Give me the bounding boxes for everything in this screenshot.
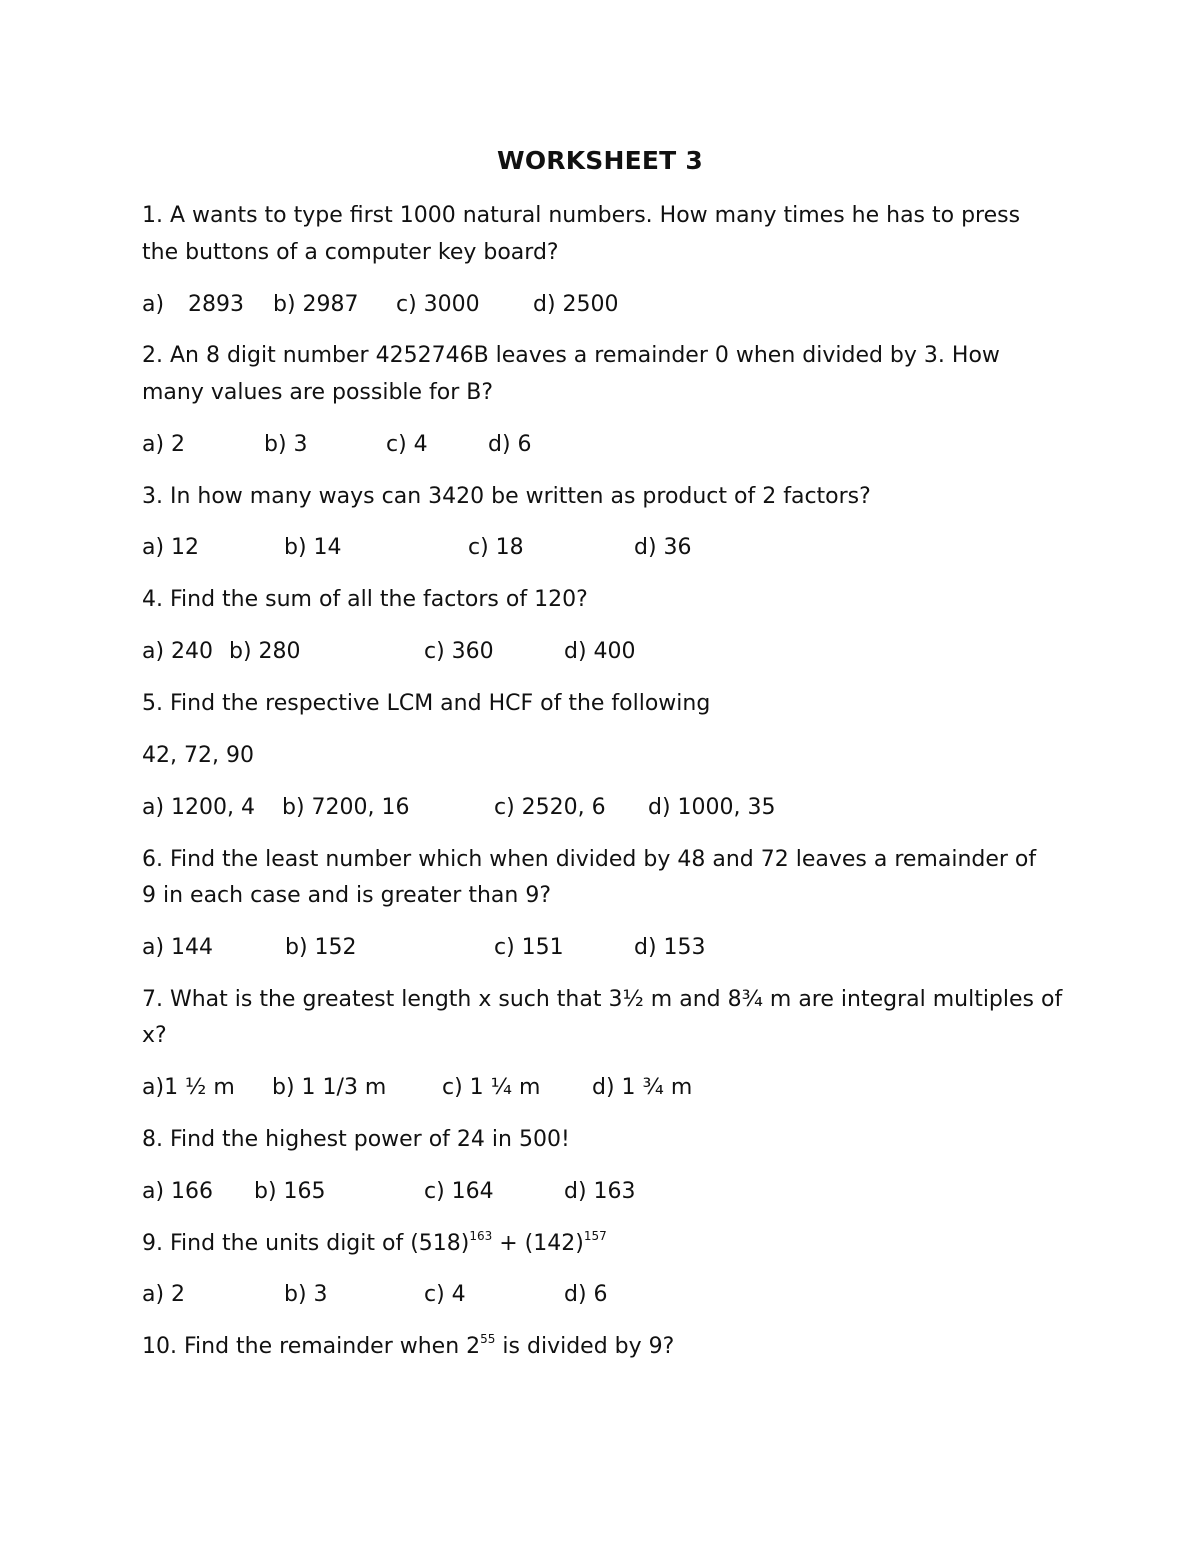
q8-option-b: b) 165	[254, 1179, 326, 1204]
question-7-line-1: 7. What is the greatest length x such that 3½ m and 8¾ m are integral multiples of	[142, 987, 1063, 1012]
q4-option-d: d) 400	[564, 639, 636, 664]
question-8-line-1: 8. Find the highest power of 24 in 500!	[142, 1127, 570, 1152]
q9-text-prefix: 9. Find the units digit of (518)	[142, 1231, 470, 1256]
q3-option-b: b) 14	[284, 535, 342, 560]
question-10-line-1	[142, 1332, 674, 1362]
q4-option-b: b) 280	[229, 639, 301, 664]
question-4-line-1: 4. Find the sum of all the factors of 120?	[142, 587, 588, 612]
q9-option-a: a) 2	[142, 1282, 186, 1307]
question-6-line-2: 9 in each case and is greater than 9?	[142, 883, 552, 908]
question-1-line-2: the buttons of a computer key board?	[142, 240, 559, 265]
q9-option-b: b) 3	[284, 1282, 328, 1307]
question-5-line-1: 5. Find the respective LCM and HCF of the following	[142, 691, 711, 716]
q9-option-d: d) 6	[564, 1282, 608, 1307]
q7-option-b: b) 1 1/3 m	[272, 1075, 387, 1100]
q9-exponent-2: 157	[583, 1229, 607, 1243]
q1-option-a-value: 2893	[188, 292, 244, 317]
q3-option-a: a) 12	[142, 535, 200, 560]
q5-option-a: a) 1200, 4	[142, 795, 256, 820]
question-1-line-1: 1. A wants to type first 1000 natural numbers. How many times he has to press	[142, 203, 1021, 228]
q9-exponent-1: 163	[469, 1229, 493, 1243]
q9-text-mid: + (142)	[492, 1231, 584, 1256]
q1-option-a-label: a)	[142, 292, 165, 317]
q7-option-a: a)1 ½ m	[142, 1075, 235, 1100]
q5-option-d: d) 1000, 35	[648, 795, 776, 820]
q4-option-a: a) 240	[142, 639, 214, 664]
q8-option-c: c) 164	[424, 1179, 494, 1204]
q8-option-a: a) 166	[142, 1179, 214, 1204]
q2-option-b: b) 3	[264, 432, 308, 457]
q6-option-b: b) 152	[285, 935, 357, 960]
q6-option-d: d) 153	[634, 935, 706, 960]
question-9-line-1	[142, 1229, 607, 1259]
q2-option-d: d) 6	[488, 432, 532, 457]
q7-option-c: c) 1 ¼ m	[442, 1075, 541, 1100]
q10-text-prefix: 10. Find the remainder when 2	[142, 1334, 481, 1359]
question-2-line-1: 2. An 8 digit number 4252746B leaves a remainder 0 when divided by 3. How	[142, 343, 1000, 368]
q3-option-d: d) 36	[634, 535, 692, 560]
q2-option-c: c) 4	[386, 432, 428, 457]
question-6-line-1: 6. Find the least number which when divided by 48 and 72 leaves a remainder of	[142, 847, 1037, 872]
q10-exponent: 55	[480, 1332, 496, 1346]
q1-option-d: d) 2500	[533, 292, 619, 317]
q5-option-c: c) 2520, 6	[494, 795, 606, 820]
worksheet-title: WORKSHEET 3	[497, 146, 703, 175]
q9-option-c: c) 4	[424, 1282, 466, 1307]
q2-option-a: a) 2	[142, 432, 186, 457]
q1-option-c: c) 3000	[396, 292, 480, 317]
q10-text-suffix: is divided by 9?	[495, 1334, 675, 1359]
question-5-line-2: 42, 72, 90	[142, 743, 254, 768]
question-2-line-2: many values are possible for B?	[142, 380, 494, 405]
q8-option-d: d) 163	[564, 1179, 636, 1204]
q1-option-b: b) 2987	[273, 292, 359, 317]
question-3-line-1: 3. In how many ways can 3420 be written as product of 2 factors?	[142, 484, 871, 509]
q5-option-b: b) 7200, 16	[282, 795, 410, 820]
q6-option-c: c) 151	[494, 935, 564, 960]
q4-option-c: c) 360	[424, 639, 494, 664]
question-7-line-2: x?	[142, 1023, 167, 1048]
q6-option-a: a) 144	[142, 935, 214, 960]
q3-option-c: c) 18	[468, 535, 524, 560]
q7-option-d: d) 1 ¾ m	[592, 1075, 693, 1100]
